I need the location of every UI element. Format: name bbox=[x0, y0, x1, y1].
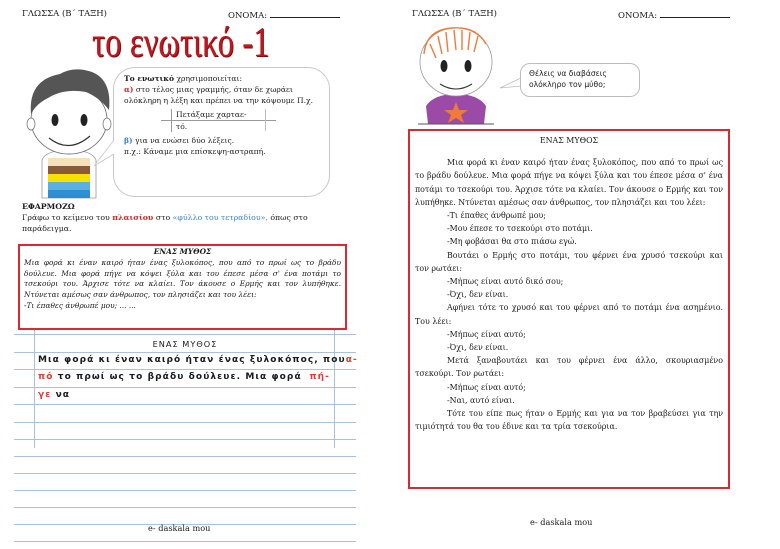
subject-label: ΓΛΩΣΣΑ (Β΄ ΤΑΞΗ) bbox=[412, 9, 497, 19]
notebook-title: ΕΝΑΣ ΜΥΘΟΣ bbox=[152, 339, 218, 349]
myth-paragraph: Μετά ξαναβουτάει και του φέρνει ένα άλλο, σκουριασμένο τσεκούρι. Τον ρωτάει: bbox=[415, 356, 723, 379]
notebook-line bbox=[14, 369, 356, 370]
boy-character-illustration bbox=[412, 22, 504, 126]
handwritten-text: το πρωί ως το βράδυ δούλευε. Μια φορά bbox=[53, 372, 302, 382]
example-line-2: τό. bbox=[171, 121, 261, 132]
notebook-line bbox=[14, 490, 356, 491]
notebook-line bbox=[14, 456, 356, 457]
example-divider bbox=[161, 120, 276, 121]
point-b-text: για να ενώσει δύο λέξεις. bbox=[132, 135, 235, 145]
full-myth-frame bbox=[408, 129, 730, 489]
myth-dialogue: -Τι έπαθες άνθρωπέ μου; bbox=[447, 211, 546, 221]
notebook-line bbox=[14, 387, 356, 388]
myth-dialogue: -Μου έπεσε το τσεκούρι στο ποτάμι. bbox=[447, 224, 593, 234]
boy-body-icon bbox=[418, 94, 494, 124]
instruction-notebook-word: «φύλλο του τετραδίου», bbox=[172, 213, 268, 222]
bubble-line-1: Θέλεις να διαβάσεις bbox=[529, 69, 607, 78]
page-title: το ενωτικό -1 bbox=[92, 20, 270, 66]
notebook-line bbox=[14, 352, 356, 353]
name-label: ΟΝΟΜΑ: bbox=[228, 11, 268, 21]
myth-frame bbox=[18, 244, 347, 330]
handwritten-text: να bbox=[51, 390, 71, 400]
myth-title: ΕΝΑΣ ΜΥΘΟΣ bbox=[153, 247, 212, 256]
hyphenated-syllable: α- bbox=[345, 355, 358, 365]
worksheet-page-right bbox=[390, 0, 780, 549]
myth-last-line: -Τι έπαθες άνθρωπέ μου; ... ... bbox=[24, 300, 136, 310]
point-b-marker: β) bbox=[124, 135, 133, 145]
myth-dialogue: -Ναι, αυτό είναι. bbox=[447, 395, 515, 405]
hyphenation-example bbox=[171, 109, 261, 132]
footer-credit: e- daskala mou bbox=[148, 523, 211, 533]
notebook-row-3 bbox=[38, 390, 330, 400]
notebook-sheet bbox=[14, 336, 356, 443]
apply-heading: ΕΦΑΡΜΟΖΩ bbox=[22, 202, 75, 211]
continued-syllable: πό bbox=[38, 372, 54, 382]
notebook-line bbox=[14, 439, 356, 440]
instruction-frame-word: πλαισίου bbox=[112, 213, 154, 222]
point-a-marker: α) bbox=[124, 85, 134, 95]
myth-dialogue: -Όχι, δεν είναι. bbox=[447, 290, 509, 300]
bubble-line-2: ολόκληρο τον μύθο; bbox=[529, 80, 606, 89]
myth-title: ΕΝΑΣ ΜΥΘΟΣ bbox=[539, 136, 599, 145]
notebook-row-2 bbox=[38, 372, 330, 382]
name-blank-line[interactable] bbox=[270, 9, 340, 18]
point-a-text: στο τέλος μιας γραμμής, όταν δε χωράει ολόκληρη η λέξη και πρέπει να την κόψουμε Π.χ. bbox=[124, 85, 314, 106]
name-label: ΟΝΟΜΑ: bbox=[618, 11, 658, 21]
hyphenated-syllable: πή- bbox=[309, 372, 330, 382]
girl-character-illustration bbox=[14, 62, 124, 200]
example-margin-line bbox=[265, 109, 266, 131]
myth-paragraph: Βουτάει ο Ερμής στο ποτάμι, του φέρνει ένα χρυσό τσεκούρι και τον ρωτάει: bbox=[415, 250, 723, 273]
myth-dialogue: -Μήπως είναι αυτό; bbox=[447, 382, 526, 392]
myth-paragraph: Μια φορά κι έναν καιρό ήταν ένας ξυλοκόπος, που από το πρωί ως το βράδυ δούλευε. Μια φορά πήγε να κόψει ξύλα και του έπεσε μέσα σ' ένα ποτάμι το τσεκούρι του. Άρχισε τότε να κλαίει. Τον άκουσε ο Ερμής και τον λυπήθηκε. Ντύνεται αμέσως σαν άνθρωπος, τον πλησιάζει και του λέει: bbox=[415, 158, 723, 207]
continued-syllable: γε bbox=[38, 390, 52, 400]
speech-bubble-tail-icon bbox=[94, 140, 116, 170]
intro-text: χρησιμοποιείται: bbox=[174, 74, 243, 83]
question-speech-bubble bbox=[520, 63, 640, 97]
notebook-line bbox=[14, 473, 356, 474]
handwritten-text: Μια φορά κι έναν καιρό ήταν ένας ξυλοκόπος, που bbox=[38, 355, 346, 365]
myth-paragraph: Αφήνει τότε το χρυσό και του φέρνει από το ποτάμι ένα ασημένιο. Του λέει: bbox=[415, 303, 723, 326]
instruction-part: Γράφω το κείμενο του bbox=[22, 213, 113, 222]
footer-credit: e- daskala mou bbox=[530, 517, 593, 527]
myth-dialogue: -Μήπως είναι αυτό δικό σου; bbox=[447, 277, 564, 287]
notebook-line bbox=[14, 404, 356, 405]
example-line-1: Πετάξαμε χαρταε- bbox=[171, 109, 261, 121]
girl-body-icon bbox=[42, 150, 96, 198]
explanation-text bbox=[124, 73, 324, 157]
speech-bubble-tail-icon bbox=[500, 76, 522, 92]
myth-dialogue: -Μήπως είναι αυτό; bbox=[447, 329, 526, 339]
name-blank-line[interactable] bbox=[660, 9, 730, 18]
myth-dialogue: -Μη φοβάσαι θα στο πιάσω εγώ. bbox=[447, 237, 577, 247]
notebook-row-1 bbox=[38, 355, 358, 365]
term-bold: Το ενωτικό bbox=[124, 74, 175, 83]
instruction-part: στο bbox=[153, 213, 173, 222]
apply-instruction bbox=[22, 212, 352, 234]
myth-paragraph: Τότε του είπε πως ήταν ο Ερμής και για να τον βραβεύσει για την τιμιότητά του θα του έδινε και τα τρία τσεκούρια. bbox=[415, 409, 723, 432]
myth-dialogue: -Όχι, δεν είναι. bbox=[447, 343, 509, 353]
boy-head-icon bbox=[420, 28, 492, 96]
point-b-example: π.χ.: Κάναμε μια επίσκεψη-αστραπή. bbox=[124, 146, 266, 156]
notebook-line bbox=[14, 422, 356, 423]
notebook-line bbox=[14, 334, 356, 335]
instruction-part: όπως στο παράδειγμα. bbox=[22, 213, 308, 233]
name-field bbox=[618, 9, 730, 21]
notebook-line bbox=[14, 507, 356, 508]
myth-excerpt: Μια φορά κι έναν καιρό ήταν ένας ξυλοκόπος, που από το πρωί ως το βράδυ δούλευε. Μια φορά πήγε να κόψει ξύλα και του έπεσε μέσα σ' ένα ποτάμι το τσεκούρι του. Άρχισε τότε να κλαίει. Τον άκουσε ο Ερμής και τον λυπήθηκε. Ντύνεται αμέσως σαν άνθρωπος, τον πλησιάζει και του λέει: bbox=[24, 257, 341, 300]
subject-label: ΓΛΩΣΣΑ (Β΄ ΤΑΞΗ) bbox=[22, 9, 107, 19]
notebook-line bbox=[14, 541, 356, 542]
